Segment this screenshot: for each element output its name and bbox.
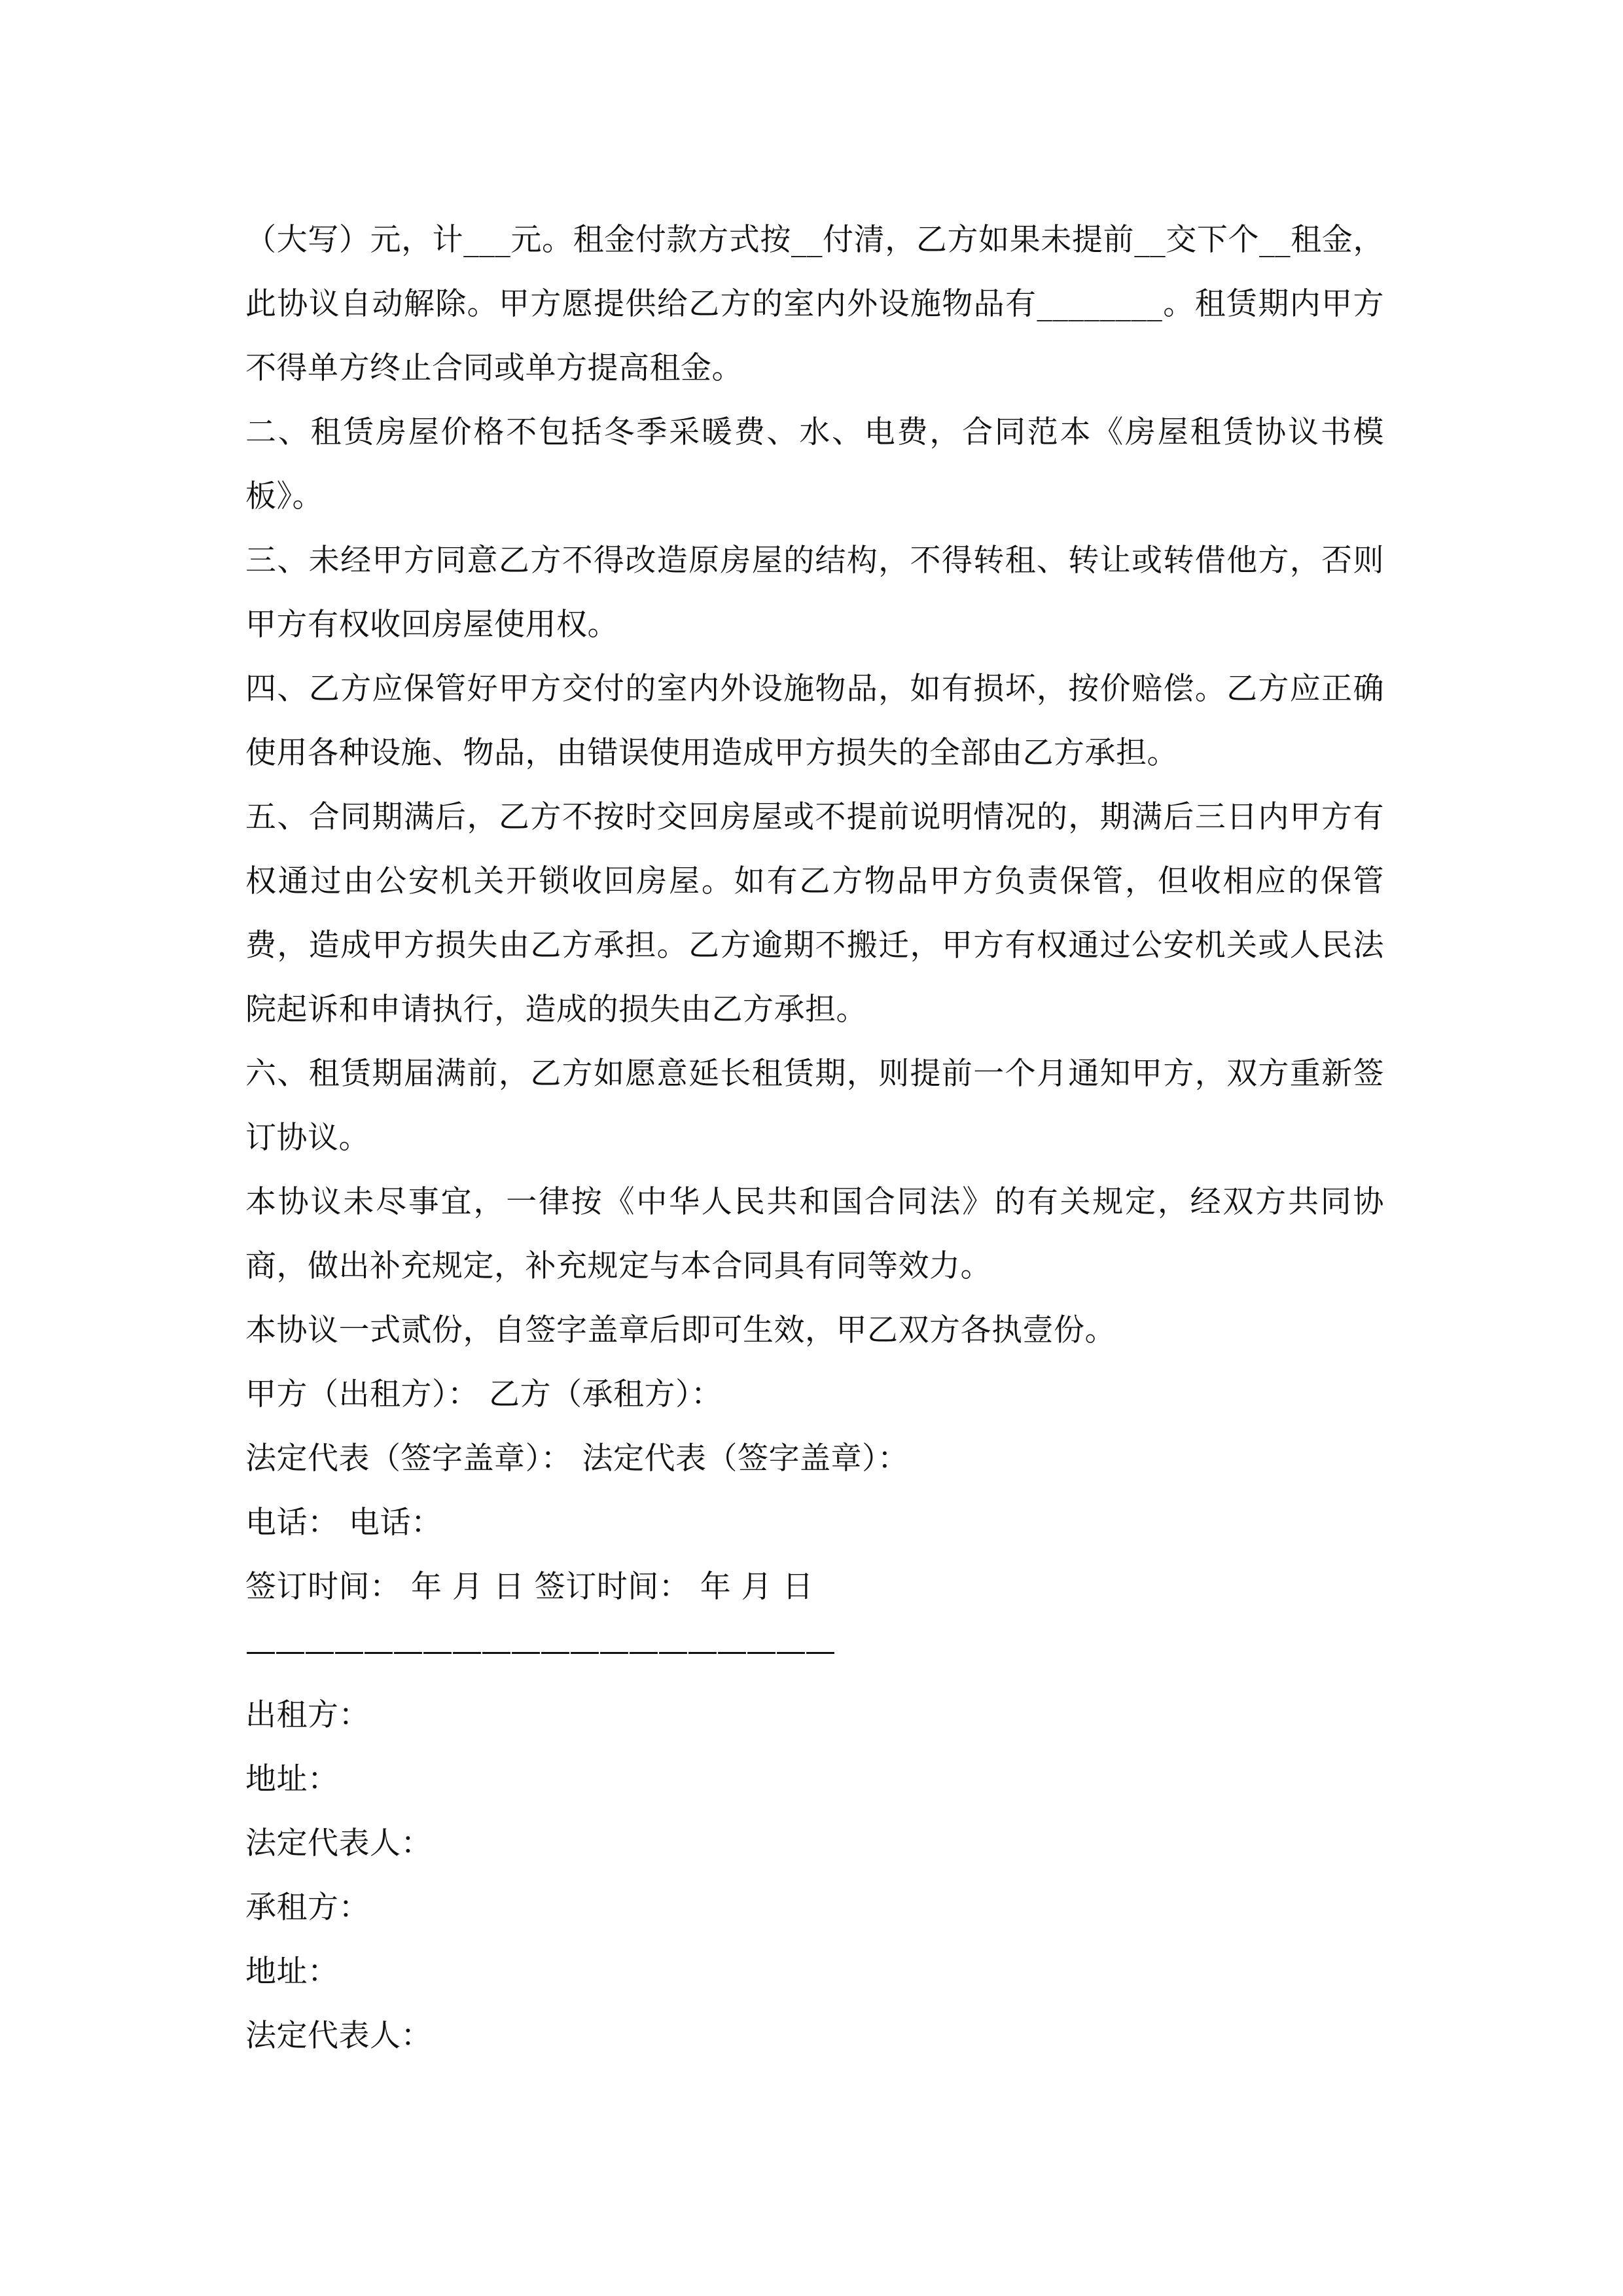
signature-representatives-line: 法定代表（签字盖章）： 法定代表（签字盖章）： (245, 1441, 909, 1477)
supplementary-terms: 本协议未尽事宜，一律按《中华人民共和国合同法》的有关规定，经双方共同协商，做出补充规定，补充规定与本合同具有同等效力。 (245, 1184, 1384, 1284)
footer-lessee-representative-label: 法定代表人： (245, 2018, 432, 2054)
footer-lessor-address-label: 地址： (245, 1761, 339, 1797)
clause-2-price-exclusions: 二、租赁房屋价格不包括冬季采暖费、水、电费，合同范本《房屋租赁协议书模板》。 (245, 414, 1384, 514)
clause-4-maintenance: 四、乙方应保管好甲方交付的室内外设施物品，如有损坏，按价赔偿。乙方应正确使用各种设施、物品，由错误使用造成甲方损失的全部由乙方承担。 (245, 671, 1384, 771)
separator-line: ———————————————————— (245, 1633, 834, 1669)
clause-3-no-alteration: 三、未经甲方同意乙方不得改造原房屋的结构，不得转租、转让或转借他方，否则甲方有权收回房屋使用权。 (245, 543, 1384, 643)
clause-6-renewal: 六、租赁期届满前，乙方如愿意延长租赁期，则提前一个月通知甲方，双方重新签订协议。 (245, 1056, 1384, 1156)
signature-dates-line: 签订时间： 年 月 日 签订时间： 年 月 日 (245, 1569, 814, 1605)
copies-clause: 本协议一式贰份，自签字盖章后即可生效，甲乙双方各执壹份。 (245, 1312, 1116, 1348)
signature-parties-line: 甲方（出租方）： 乙方（承租方）： (245, 1376, 722, 1412)
footer-lessor-label: 出租方： (245, 1697, 370, 1733)
signature-phones-line: 电话： 电话： (245, 1505, 442, 1541)
footer-lessee-label: 承租方： (245, 1890, 370, 1926)
footer-lessee-address-label: 地址： (245, 1954, 339, 1990)
clause-5-expiry: 五、合同期满后，乙方不按时交回房屋或不提前说明情况的，期满后三日内甲方有权通过由公安机关开锁收回房屋。如有乙方物品甲方负责保管，但收相应的保管费，造成甲方损失由乙方承担。乙方逾期不搬迁，甲方有权通过公安机关或人民法院起诉和申请执行，造成的损失由乙方承担。 (245, 799, 1384, 1028)
document-page (245, 208, 1384, 2068)
footer-lessor-representative-label: 法定代表人： (245, 1825, 432, 1861)
rent-payment-paragraph: （大写）元，计___元。租金付款方式按__付清，乙方如果未提前__交下个__租金，此协议自动解除。甲方愿提供给乙方的室内外设施物品有________。租赁期内甲方不得单方终止合同或单方提高租金。 (245, 222, 1384, 386)
